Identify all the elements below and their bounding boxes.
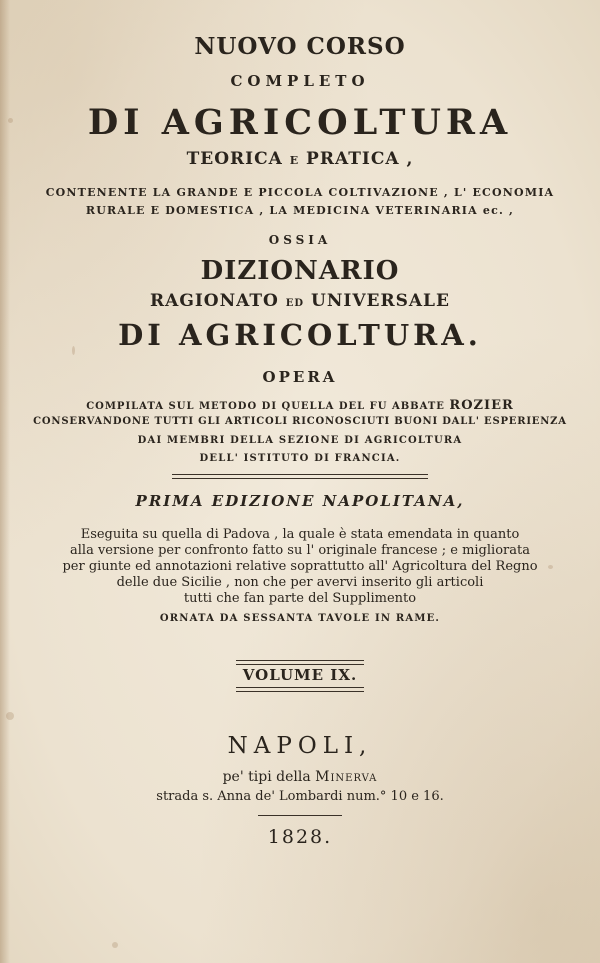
agricoltura-line-2: DI AGRICOLTURA.: [118, 318, 482, 352]
volume-rule-top: [236, 660, 364, 665]
subtitle-line-2: RURALE E DOMESTICA , LA MEDICINA VETERINARIA ec. ,: [85, 204, 515, 217]
dizionario-line: DIZIONARIO: [200, 256, 400, 286]
foxing-spot: [6, 712, 14, 720]
edition-text-line-2: alla versione per confronto fatto su l' originale francese ; e migliorata: [70, 543, 530, 558]
volume-rule-bottom: [236, 687, 364, 692]
edition-heading: PRIMA EDIZIONE NAPOLITANA,: [135, 492, 465, 510]
title-line-nuovo-corso: NUOVO CORSO: [194, 33, 406, 60]
compilata-line-4: DELL' ISTITUTO DI FRANCIA.: [199, 453, 401, 464]
opera-line: OPERA: [262, 368, 338, 386]
compilata-line-1: [0, 398, 600, 413]
edition-text-line-3: per giunte ed annotazioni relative soprattutto all' Agricoltura del Regno: [62, 559, 538, 574]
title-line-teorica: [0, 149, 600, 169]
compilata-line-3: DAI MEMBRI DELLA SEZIONE DI AGRICOLTURA: [137, 435, 463, 446]
ragionato-join: ED: [285, 298, 305, 309]
foxing-spot: [112, 942, 118, 948]
rozier-name: ROZIER: [449, 398, 514, 413]
ragionato-word: RAGIONATO: [150, 291, 279, 311]
edition-text-line-4: delle due Sicilie , non che per avervi inserito gli articoli: [116, 575, 484, 590]
teorica-word: TEORICA: [186, 149, 283, 169]
universale-word: UNIVERSALE: [311, 291, 450, 311]
imprint-city: NAPOLI,: [227, 733, 373, 759]
title-line-agricoltura: DI AGRICOLTURA: [87, 102, 513, 143]
page-edge-shadow: [0, 0, 10, 963]
printer-prefix: pe' tipi della: [222, 769, 311, 785]
ragionato-line: [0, 291, 600, 311]
teorica-join: E: [289, 154, 300, 167]
edition-text-line-1: Eseguita su quella di Padova , la quale è stata emendata in quanto: [80, 527, 520, 542]
imprint-printer: [0, 769, 600, 785]
imprint-address: strada s. Anna de' Lombardi num.° 10 e 16.: [156, 789, 444, 804]
compilata-line-2: CONSERVANDONE TUTTI GLI ARTICOLI RICONOSCIUTI BUONI DALL' ESPERIENZA: [33, 416, 567, 427]
volume-number: VOLUME IX.: [242, 666, 358, 684]
ossia-line: OSSIA: [268, 233, 332, 247]
year-rule: [258, 815, 342, 816]
edition-text-line-5: tutti che fan parte del Supplimento: [183, 591, 417, 606]
printer-name: Minerva: [315, 769, 378, 785]
double-rule-divider: [172, 474, 428, 479]
subtitle-line-1: CONTENENTE LA GRANDE E PICCOLA COLTIVAZIONE , L' ECONOMIA: [45, 186, 555, 199]
compilata-text: COMPILATA SUL METODO DI QUELLA DEL FU ABBATE: [86, 401, 445, 412]
imprint-year: 1828.: [267, 826, 333, 848]
ornata-line: ORNATA DA SESSANTA TAVOLE IN RAME.: [159, 613, 441, 624]
title-line-completo: COMPLETO: [230, 72, 370, 90]
pratica-word: PRATICA ,: [306, 149, 414, 169]
